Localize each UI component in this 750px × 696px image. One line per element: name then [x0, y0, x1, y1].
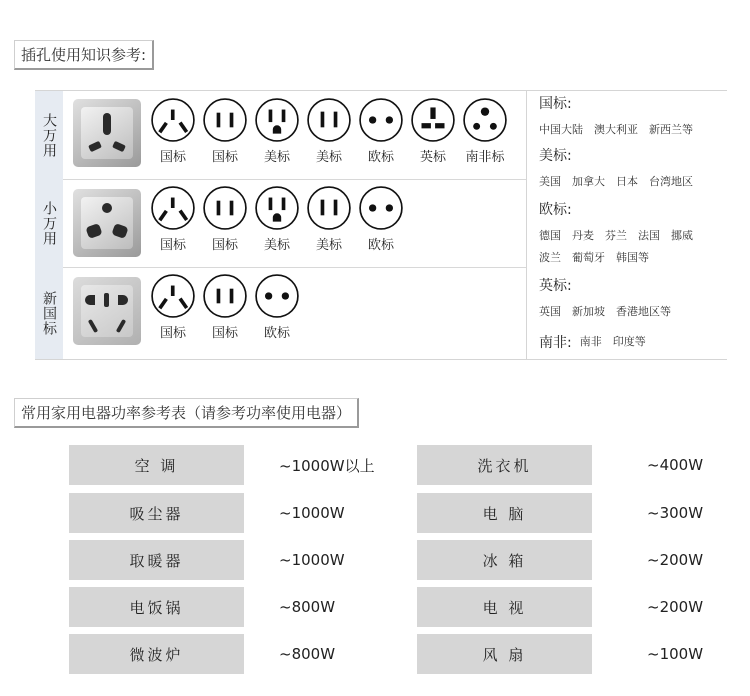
- socket-face-icon: [150, 97, 196, 143]
- socket-label: 国标: [159, 238, 186, 253]
- row-label: 小万用: [41, 200, 57, 246]
- standard-name: 美标:: [539, 148, 572, 164]
- socket-label: 欧标: [367, 150, 394, 165]
- appliance-name: 风 扇: [417, 634, 592, 674]
- appliance-name: 电 脑: [417, 493, 592, 533]
- socket-label: 美标: [315, 150, 342, 165]
- row-label-bg: [35, 267, 63, 359]
- country-line: [539, 171, 704, 193]
- country-name: 波兰: [539, 251, 561, 264]
- socket-us2: [303, 185, 355, 253]
- socket-face-icon: [150, 185, 196, 231]
- socket-label: 国标: [159, 150, 186, 165]
- socket-table: [35, 90, 727, 360]
- row-label-bg: [35, 91, 63, 179]
- row-label: 新国标: [41, 290, 57, 336]
- power-section-title: 常用家用电器功率参考表（请参考功率使用电器）: [14, 398, 359, 428]
- appliance-power: ~1000W: [279, 504, 345, 522]
- standards-panel: [526, 91, 727, 359]
- socket-face-icon: [202, 273, 248, 319]
- appliance-name: 吸尘器: [69, 493, 244, 533]
- standard-block: [539, 331, 657, 353]
- country-name: 中国大陆: [539, 123, 583, 136]
- socket-face-icon: [202, 97, 248, 143]
- standard-block: [539, 199, 704, 269]
- socket-sa: [459, 97, 511, 165]
- country-name: 澳大利亚: [594, 123, 638, 136]
- standard-countries: [539, 225, 704, 269]
- socket-label: 国标: [211, 150, 238, 165]
- socket-row: [35, 179, 526, 268]
- standard-countries: [539, 119, 704, 141]
- country-name: 英国: [539, 305, 561, 318]
- socket-eu: [355, 97, 407, 165]
- appliance-power: ~400W: [647, 456, 704, 474]
- socket-label: 英标: [419, 150, 446, 165]
- country-name: 加拿大: [572, 175, 605, 188]
- socket-face-icon: [462, 97, 508, 143]
- appliance-power: ~200W: [647, 551, 704, 569]
- socket-gb3: [147, 185, 199, 253]
- appliance-power: ~1000W: [279, 551, 345, 569]
- socket-eu: [355, 185, 407, 253]
- socket-face-icon: [410, 97, 456, 143]
- appliance-name: 电 视: [417, 587, 592, 627]
- socket-gb2: [199, 273, 251, 341]
- country-name: 法国: [638, 229, 660, 242]
- appliance-name: 微波炉: [69, 634, 244, 674]
- socket-label: 国标: [211, 238, 238, 253]
- socket-section-title: 插孔使用知识参考:: [14, 40, 154, 70]
- country-name: 香港地区等: [616, 305, 671, 318]
- standard-name: 欧标:: [539, 202, 572, 218]
- socket-face-icon: [358, 185, 404, 231]
- socket-label: 美标: [263, 150, 290, 165]
- socket-face-icon: [254, 273, 300, 319]
- row-label: 大万用: [41, 112, 57, 158]
- socket-us3: [251, 185, 303, 253]
- socket-label: 国标: [159, 326, 186, 341]
- appliance-power: ~800W: [279, 645, 336, 663]
- socket-gb2: [199, 97, 251, 165]
- socket-photo: [73, 277, 141, 345]
- standard-block: [539, 275, 682, 323]
- standard-name: 英标:: [539, 278, 572, 294]
- country-name: 德国: [539, 229, 561, 242]
- standard-name: 国标:: [539, 96, 572, 112]
- row-label-bg: [35, 179, 63, 267]
- country-line: [539, 225, 704, 247]
- socket-face-icon: [202, 185, 248, 231]
- country-name: 韩国等: [616, 251, 649, 264]
- standard-block: [539, 93, 704, 141]
- socket-label: 国标: [211, 326, 238, 341]
- country-line: [580, 331, 657, 353]
- country-name: 南非: [579, 335, 602, 348]
- country-line: [539, 119, 704, 141]
- socket-face-icon: [254, 97, 300, 143]
- country-name: 葡萄牙: [572, 251, 605, 264]
- country-name: 印度等: [612, 335, 646, 348]
- socket-label: 南非标: [465, 150, 505, 165]
- country-name: 新西兰等: [649, 123, 693, 136]
- country-name: 日本: [616, 175, 638, 188]
- appliance-name: 洗衣机: [417, 445, 592, 485]
- socket-gb3: [147, 97, 199, 165]
- appliance-name: 取暖器: [69, 540, 244, 580]
- country-line: [539, 301, 682, 323]
- appliance-power: ~800W: [279, 598, 336, 616]
- socket-label: 美标: [315, 238, 342, 253]
- appliance-power: ~200W: [647, 598, 704, 616]
- socket-uk: [407, 97, 459, 165]
- socket-label: 欧标: [367, 238, 394, 253]
- appliance-name: 冰 箱: [417, 540, 592, 580]
- appliance-power: ~300W: [647, 504, 704, 522]
- country-name: 丹麦: [572, 229, 594, 242]
- socket-face-icon: [306, 97, 352, 143]
- socket-photo: [73, 99, 141, 167]
- socket-row: [35, 267, 526, 359]
- socket-row: [35, 91, 526, 180]
- appliance-power: ~100W: [647, 645, 704, 663]
- socket-face-icon: [150, 273, 196, 319]
- standard-countries: [580, 331, 657, 353]
- country-name: 新加坡: [572, 305, 605, 318]
- appliance-name: 空 调: [69, 445, 244, 485]
- socket-us2: [303, 97, 355, 165]
- country-line: [539, 247, 704, 269]
- appliance-name: 电饭锅: [69, 587, 244, 627]
- standard-block: [539, 145, 704, 193]
- standard-countries: [539, 171, 704, 193]
- socket-face-icon: [306, 185, 352, 231]
- socket-gb2: [199, 185, 251, 253]
- socket-face-icon: [358, 97, 404, 143]
- socket-face-icon: [254, 185, 300, 231]
- socket-label: 欧标: [263, 326, 290, 341]
- standard-countries: [539, 301, 682, 323]
- country-name: 挪威: [671, 229, 693, 242]
- country-name: 芬兰: [605, 229, 627, 242]
- country-name: 美国: [539, 175, 561, 188]
- socket-us3: [251, 97, 303, 165]
- socket-photo: [73, 189, 141, 257]
- country-name: 台湾地区: [649, 175, 693, 188]
- appliance-power: ~1000W以上: [279, 456, 375, 475]
- socket-label: 美标: [263, 238, 290, 253]
- standard-name: 南非:: [539, 335, 572, 351]
- socket-gb3: [147, 273, 199, 341]
- socket-eu: [251, 273, 303, 341]
